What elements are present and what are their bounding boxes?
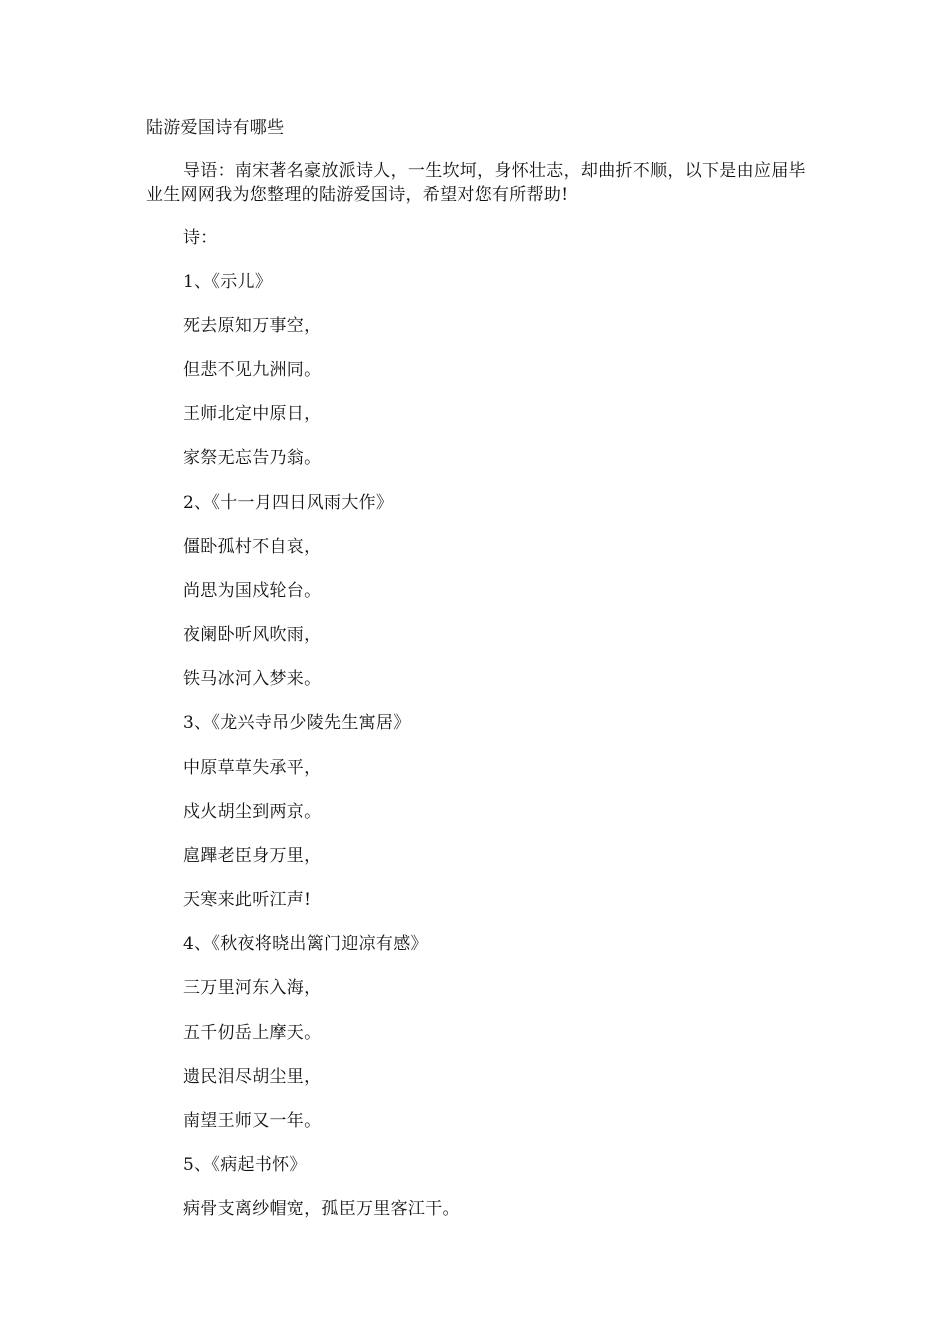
poem-line: 王师北定中原日， [183,404,322,424]
poem-line: 僵卧孤村不自哀， [183,537,322,557]
poem-line: 尚思为国戍轮台。 [183,581,322,601]
poem-line: 戍火胡尘到两京。 [183,802,322,822]
poem-line: 铁马冰河入梦来。 [183,669,322,689]
poem-line: 夜阑卧听风吹雨， [183,625,322,645]
poem-line: 南望王师又一年。 [183,1111,322,1131]
poem-line: 病骨支离纱帽宽，孤臣万里客江干。 [183,1199,460,1219]
poem-line: 遗民泪尽胡尘里， [183,1067,322,1087]
document-title: 陆游爱国诗有哪些 [146,118,285,138]
poem-line: 五千仞岳上摩天。 [183,1023,322,1043]
poem-section-header: 诗： [183,228,218,248]
poem-line: 天寒来此听江声! [183,890,312,910]
poem-title: 2、《十一月四日风雨大作》 [183,493,394,513]
poem-line: 死去原知万事空， [183,316,322,336]
poem-line: 中原草草失承平， [183,758,322,778]
intro-paragraph: 导语：南宋著名豪放派诗人，一生坎坷，身怀壮志，却曲折不顺，以下是由应届毕业生网网我为您整理的陆游爱国诗，希望对您有所帮助! [146,161,806,205]
poem-title: 1、《示儿》 [183,272,273,292]
poem-line: 但悲不见九洲同。 [183,360,322,380]
poem-line: 扈蹕老臣身万里， [183,846,322,866]
poem-title: 3、《龙兴寺吊少陵先生寓居》 [183,713,411,733]
poem-title: 5、《病起书怀》 [183,1155,307,1175]
poem-title: 4、《秋夜将晓出篱门迎凉有感》 [183,934,428,954]
poem-line: 家祭无忘告乃翁。 [183,448,322,468]
poem-line: 三万里河东入海， [183,978,322,998]
